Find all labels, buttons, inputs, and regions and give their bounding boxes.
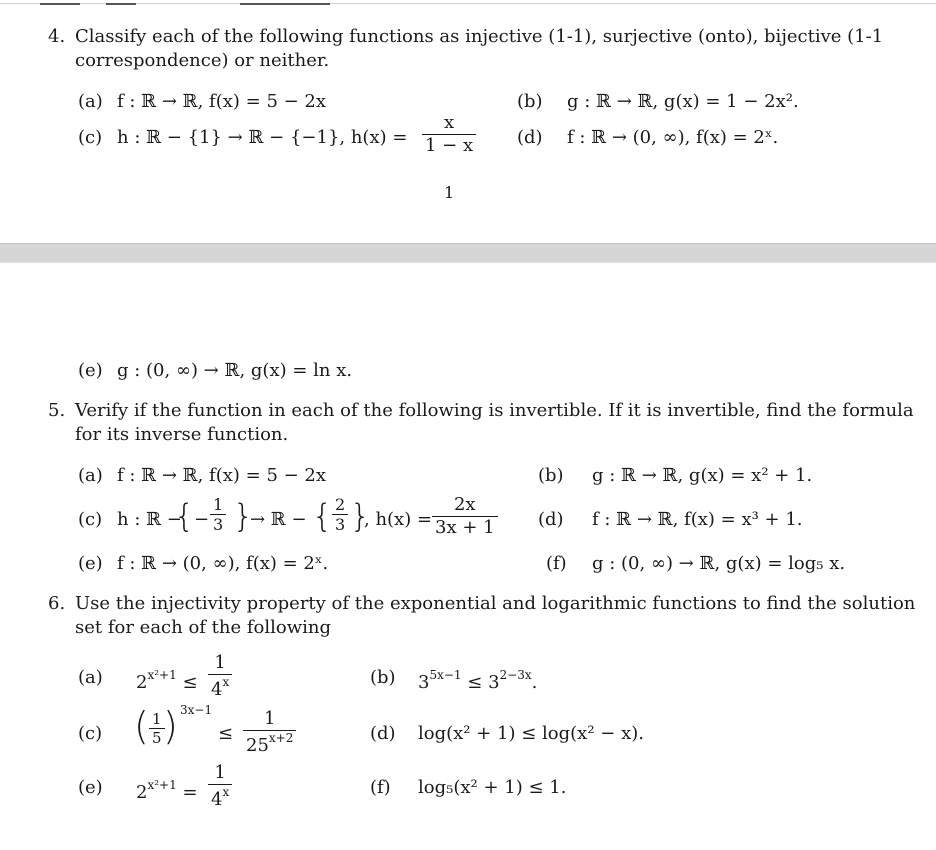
question-text: for its inverse function. [75, 424, 289, 445]
item-expression: f : ℝ → ℝ, f(x) = 5 − 2x [117, 465, 327, 486]
previous-page-remnant [240, 0, 330, 5]
denominator: 3 [210, 514, 226, 534]
relation-sign: ≤ [182, 672, 198, 693]
page-number: 1 [444, 183, 455, 202]
minus-sign: − [194, 509, 210, 530]
question-number: 6. [48, 593, 66, 614]
exponent: 3x−1 [180, 703, 213, 717]
item-expression: f : ℝ → ℝ, f(x) = x³ + 1. [592, 509, 803, 530]
numerator: 1 [213, 495, 224, 514]
item-label: (e) [78, 777, 103, 798]
item-label: (c) [78, 509, 103, 530]
numerator: 1 [152, 710, 162, 728]
fraction [422, 113, 476, 156]
fraction [210, 496, 226, 535]
question-number: 4. [48, 26, 66, 47]
numerator: 1 [214, 762, 226, 783]
numerator: 2 [335, 495, 346, 514]
previous-page-remnant [40, 0, 80, 5]
item-label: (b) [517, 91, 543, 112]
item-label: (d) [370, 723, 396, 744]
item-label: (b) [370, 667, 396, 688]
left-paren: ( [134, 704, 149, 748]
brace: { [312, 497, 333, 535]
question-text: Verify if the function in each of the following is invertible. If it is invertible, find the formula [75, 400, 914, 421]
question-text: Classify each of the following functions as injective (1-1), surjective (onto), bijective (1-1 [75, 26, 884, 47]
fraction [243, 709, 296, 756]
numerator: x [443, 112, 455, 133]
denominator: 3 [332, 514, 348, 534]
item-label: (f) [370, 777, 391, 798]
fraction [332, 496, 348, 535]
item-label: (b) [538, 465, 564, 486]
inequality-expression: $3^{5x-1} \le 3^{2-3x}$. [418, 668, 538, 693]
numerator: 1 [214, 652, 226, 673]
item-expression: g : ℝ → ℝ, g(x) = x² + 1. [592, 465, 813, 486]
item-label: (f) [546, 553, 567, 574]
item-expression: , h(x) = [364, 509, 433, 530]
item-expression: f : ℝ → (0, ∞), f(x) = 2ˣ. [117, 553, 329, 574]
page-break [0, 243, 936, 263]
denominator: $25^{x+2}$ [243, 730, 296, 757]
item-label: (c) [78, 127, 103, 148]
inequality-expression: log(x² + 1) ≤ log(x² − x). [418, 723, 644, 744]
item-expression: g : (0, ∞) → ℝ, g(x) = ln x. [117, 360, 353, 381]
item-label: (a) [78, 91, 103, 112]
item-label: (e) [78, 553, 103, 574]
fraction [208, 653, 232, 700]
item-expression: h : ℝ − [117, 509, 182, 530]
item-expression: g : (0, ∞) → ℝ, g(x) = log₅ x. [592, 553, 846, 574]
relation-sign: ≤ [218, 723, 234, 744]
denominator: 4$^x$ [208, 784, 232, 811]
item-label: (d) [538, 509, 564, 530]
item-label: (d) [517, 127, 543, 148]
denominator: 3x + 1 [432, 516, 498, 539]
fraction [208, 763, 232, 810]
denominator: 4$^x$ [208, 674, 232, 701]
item-label: (a) [78, 667, 103, 688]
base: 2 [136, 672, 148, 693]
inequality-expression: log₅(x² + 1) ≤ 1. [418, 777, 567, 798]
item-label: (c) [78, 723, 103, 744]
right-paren: ) [163, 704, 178, 748]
brace: } [350, 497, 371, 535]
item-expression: f : ℝ → ℝ, f(x) = 5 − 2x [117, 91, 327, 112]
equation-expression: $2^{x^2+1}$ = [136, 778, 198, 803]
previous-page-remnant [106, 0, 136, 5]
item-expression: g : ℝ → ℝ, g(x) = 1 − 2x². [567, 91, 799, 112]
item-expression: h : ℝ − {1} → ℝ − {−1}, h(x) = [117, 127, 408, 148]
item-label: (e) [78, 360, 103, 381]
inequality-expression [136, 669, 198, 692]
item-expression: f : ℝ → (0, ∞), f(x) = 2ˣ. [567, 127, 779, 148]
fraction [432, 495, 498, 538]
question-text: Use the injectivity property of the exponential and logarithmic functions to find the solution [75, 593, 916, 614]
denominator: 1 − x [422, 134, 476, 157]
item-label: (a) [78, 465, 103, 486]
question-text: set for each of the following [75, 617, 331, 638]
previous-page-edge [0, 0, 936, 4]
denominator: 5 [149, 728, 165, 747]
exponent: x²+1 [147, 668, 177, 682]
brace: { [174, 497, 195, 535]
question-number: 5. [48, 400, 66, 421]
numerator: 1 [263, 708, 276, 729]
numerator: 2x [453, 494, 476, 515]
item-expression: → ℝ − [250, 509, 307, 530]
brace: } [233, 497, 254, 535]
question-text: correspondence) or neither. [75, 50, 330, 71]
